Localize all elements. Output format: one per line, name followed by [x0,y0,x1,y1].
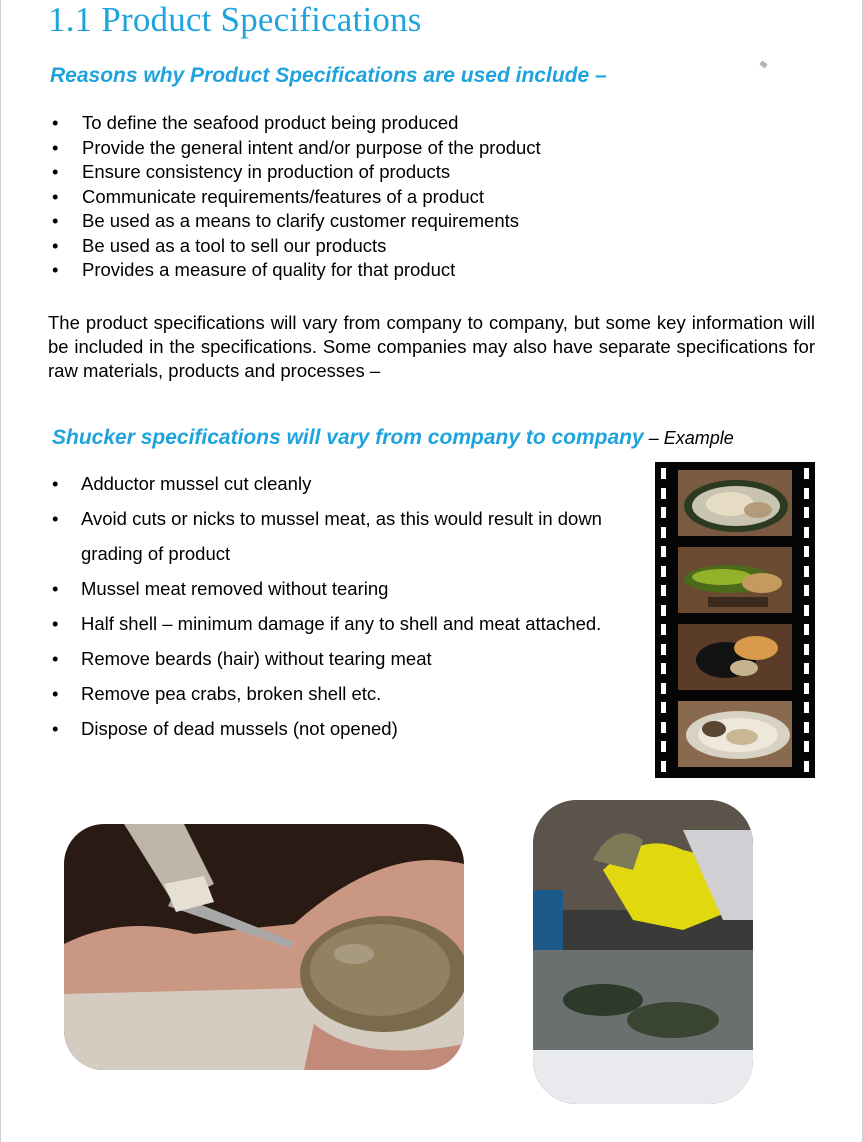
list-item: • Be used as a tool to sell our products [48,234,541,259]
list-item: • Dispose of dead mussels (not opened) [48,711,628,746]
film-frame-opened-mussel [678,701,792,767]
knife-shucking-photo [64,824,464,1070]
list-item: • Communicate requirements/features of a product [48,185,541,210]
shucker-heading-text: Shucker specifications will vary from company to company [52,426,644,449]
shucker-heading [52,426,734,450]
reasons-heading: Reasons why Product Specifications are used include – [50,64,607,87]
list-item: • Mussel meat removed without tearing [48,571,628,606]
page-title: 1.1 Product Specifications [48,0,422,39]
list-item: • To define the seafood product being produced [48,111,541,136]
list-item: • Half shell – minimum damage if any to shell and meat attached. [48,606,628,641]
list-item: • Adductor mussel cut cleanly [48,466,628,501]
mussel-film-strip [655,462,815,778]
film-frame-green-mussel [678,547,792,613]
gloved-shucking-photo [533,800,753,1104]
list-item: • Ensure consistency in production of products [48,160,541,185]
stray-mark [759,60,768,68]
film-perforations-left [661,468,666,772]
reasons-list [48,111,541,283]
intro-paragraph: The product specifications will vary from company to company, but some key information will be included in the specifications. Some companies may also have separate specifications for raw materials, products and processes – [48,312,815,381]
film-frame-dark-mussel [678,624,792,690]
list-item: • Provide the general intent and/or purpose of the product [48,136,541,161]
list-item: • Be used as a means to clarify customer requirements [48,209,541,234]
film-perforations-right [804,468,809,772]
shucker-heading-suffix: – Example [643,428,734,448]
film-frame-half-shell [678,470,792,536]
shucker-spec-list [48,466,628,746]
list-item: • Remove beards (hair) without tearing meat [48,641,628,676]
list-item: • Avoid cuts or nicks to mussel meat, as this would result in down grading of product [48,501,628,571]
list-item: • Remove pea crabs, broken shell etc. [48,676,628,711]
list-item: • Provides a measure of quality for that product [48,258,541,283]
